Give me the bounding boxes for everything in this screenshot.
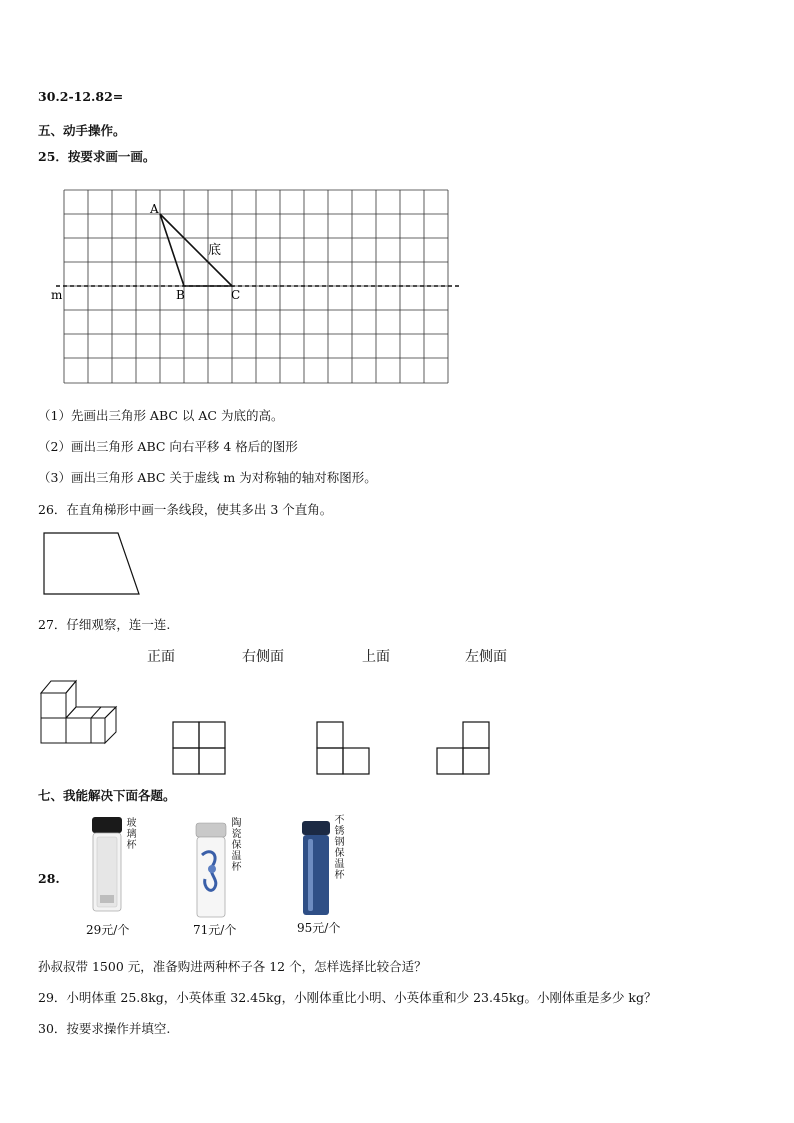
view-shape-l-left bbox=[316, 721, 372, 777]
question-30: 30．按要求操作并填空. bbox=[38, 1021, 171, 1036]
question-29: 29．小明体重 25.8kg，小英体重 32.45kg，小刚体重比小明、小英体重和少 23.45kg。小刚体重是多少 kg？ bbox=[38, 990, 657, 1005]
cube-stack-3d bbox=[38, 678, 128, 748]
view-shape-l-right bbox=[436, 721, 492, 777]
view-label-top: 上面 bbox=[362, 649, 390, 665]
glass-cup-label: 玻璃杯 bbox=[126, 818, 137, 851]
label-c: C bbox=[231, 288, 241, 302]
label-a: A bbox=[150, 202, 159, 216]
glass-cup-price: 29元/个 bbox=[86, 923, 130, 937]
label-b: B bbox=[176, 288, 185, 302]
right-trapezoid bbox=[40, 530, 150, 600]
glass-cup-image bbox=[89, 815, 125, 915]
view-label-right: 右侧面 bbox=[242, 649, 284, 665]
label-base: 底 bbox=[208, 243, 222, 258]
question-25-part-1: （1）先画出三角形 ABC 以 AC 为底的高。 bbox=[38, 408, 284, 423]
steel-thermos-label: 不锈钢保温杯 bbox=[334, 815, 345, 881]
question-27: 27．仔细观察，连一连. bbox=[38, 617, 171, 632]
ceramic-thermos-price: 71元/个 bbox=[193, 923, 237, 937]
question-25-part-3: （3）画出三角形 ABC 关于虚线 m 为对称轴的轴对称图形。 bbox=[38, 470, 377, 485]
steel-thermos-image bbox=[299, 819, 335, 919]
view-label-front: 正面 bbox=[147, 649, 175, 665]
question-28-number: 28. bbox=[38, 871, 60, 886]
grid-figure bbox=[48, 186, 468, 386]
section-heading-hands-on: 五、动手操作。 bbox=[38, 123, 126, 138]
section-heading-solve: 七、我能解决下面各题。 bbox=[38, 788, 176, 803]
steel-thermos-price: 95元/个 bbox=[297, 921, 341, 935]
question-25-part-2: （2）画出三角形 ABC 向右平移 4 格后的图形 bbox=[38, 439, 298, 454]
question-25: 25．按要求画一画。 bbox=[38, 149, 156, 164]
ceramic-thermos-image bbox=[193, 821, 229, 921]
question-28-text: 孙叔叔带 1500 元，准备购进两种杯子各 12 个，怎样选择比较合适？ bbox=[38, 959, 427, 974]
question-expression: 30.2-12.82= bbox=[38, 89, 124, 104]
triangle-abc bbox=[160, 214, 232, 286]
ceramic-thermos-label: 陶瓷保温杯 bbox=[231, 818, 242, 873]
view-label-left: 左侧面 bbox=[465, 649, 507, 665]
question-26: 26．在直角梯形中画一条线段，使其多出 3 个直角。 bbox=[38, 502, 333, 517]
label-m: m bbox=[51, 288, 63, 302]
view-shape-2x2 bbox=[172, 721, 228, 777]
